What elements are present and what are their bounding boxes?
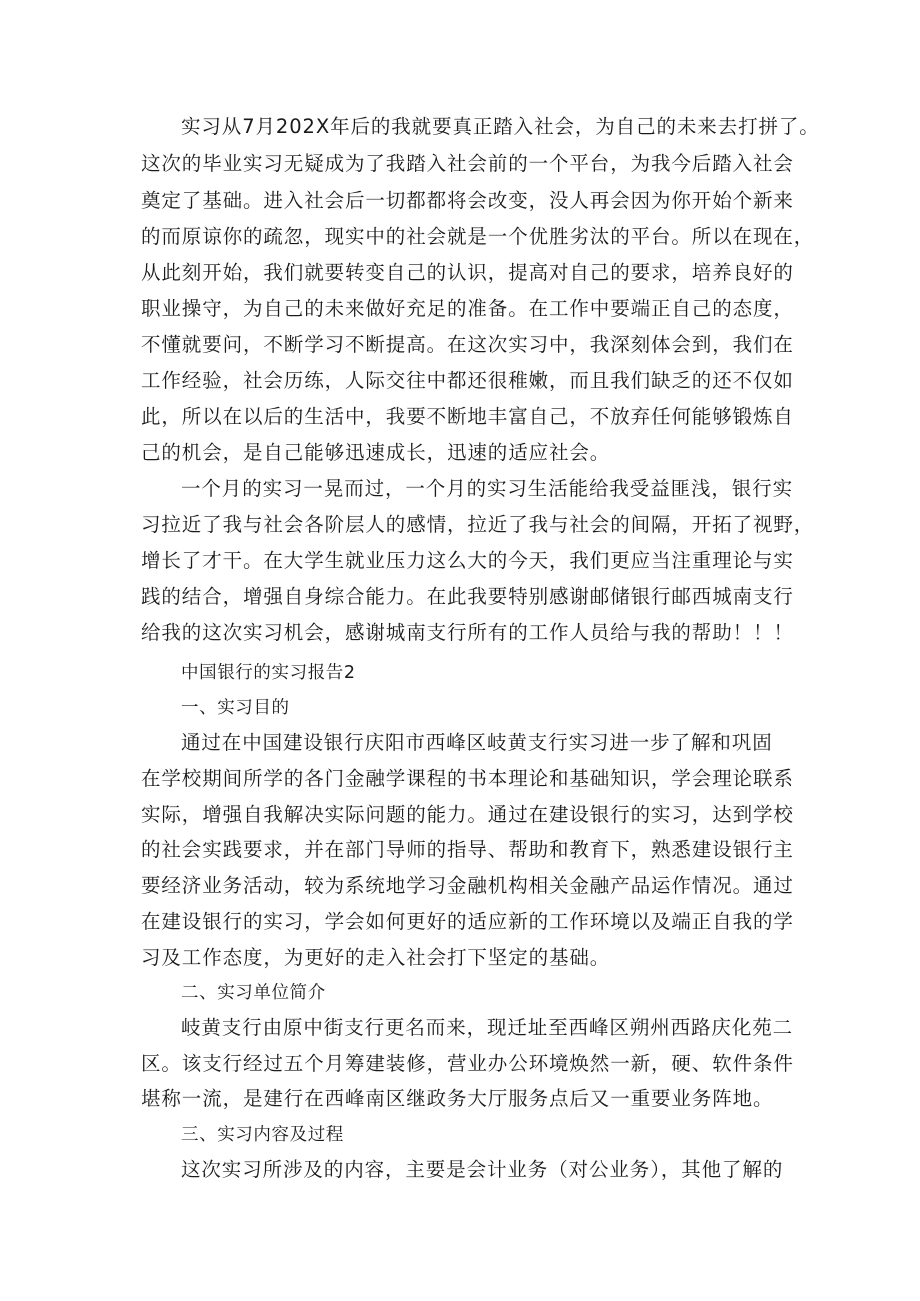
paragraph-line: 要经济业务活动，较为系统地学习金融机构相关金融产品运作情况。通过 [141,874,794,897]
paragraph-line: 工作经验，社会历练，人际交往中都还很稚嫩，而且我们缺乏的还不仅如 [141,369,794,392]
paragraph-line: 的社会实践要求，并在部门导师的指导、帮助和教育下，熟悉建设银行主 [141,838,794,861]
paragraph-line: 区。该支行经过五个月筹建装修，营业办公环境焕然一新，硬、软件条件 [141,1052,794,1075]
paragraph-line: 在建设银行的实习，学会如何更好的适应新的工作环境以及端正自我的学 [141,910,794,933]
paragraph-line: 在学校期间所学的各门金融学课程的书本理论和基础知识，学会理论联系 [141,767,794,790]
paragraph-line: 习及工作态度，为更好的走入社会打下坚定的基础。 [141,946,611,969]
paragraph-line: 从此刻开始，我们就要转变自己的认识，提高对自己的要求，培养良好的 [141,261,794,284]
paragraph-line: 堪称一流，是建行在西峰南区继政务大厅服务点后又一重要业务阵地。 [141,1087,774,1110]
paragraph-line: 不懂就要问，不断学习不断提高。在这次实习中，我深刻体会到，我们在 [141,333,794,356]
section-heading: 二、实习单位简介 [181,983,326,1003]
paragraph-line: 奠定了基础。进入社会后一切都都将会改变，没人再会因为你开始个新来 [141,189,794,212]
paragraph-line: 己的机会，是自己能够迅速成长，迅速的适应社会。 [141,441,611,464]
paragraph-line: 给我的这次实习机会，感谢城南支行所有的工作人员给与我的帮助！！！ [141,621,794,644]
paragraph-line: 通过在中国建设银行庆阳市西峰区岐黄支行实习进一步了解和巩固 [181,731,773,754]
report-title: 中国银行的实习报告2 [181,663,356,683]
section-heading: 三、实习内容及过程 [181,1125,344,1145]
paragraph-line: 一个月的实习一晃而过，一个月的实习生活能给我受益匪浅，银行实 [181,477,794,500]
section-heading: 一、实习目的 [181,698,290,718]
paragraph-line: 实习从7月202X年后的我就要真正踏入社会，为自己的未来去打拼了。 [181,115,820,138]
paragraph-line: 此，所以在以后的生活中，我要不断地丰富自己，不放弃任何能够锻炼自 [141,405,794,428]
paragraph-line: 职业操守，为自己的未来做好充足的准备。在工作中要端正自己的态度， [141,297,794,320]
paragraph-line: 的而原谅你的疏忽，现实中的社会就是一个优胜劣汰的平台。所以在现在， [141,225,815,248]
paragraph-line: 岐黄支行由原中街支行更名而来，现迁址至西峰区朔州西路庆化苑二 [181,1016,794,1039]
paragraph-line: 习拉近了我与社会各阶层人的感情，拉近了我与社会的间隔，开拓了视野， [141,513,815,536]
paragraph-line: 这次实习所涉及的内容，主要是会计业务（对公业务），其他了解的 [181,1158,784,1181]
paragraph-line: 这次的毕业实习无疑成为了我踏入社会前的一个平台，为我今后踏入社会 [141,152,794,175]
paragraph-line: 实际，增强自我解决实际问题的能力。通过在建设银行的实习，达到学校 [141,803,794,826]
paragraph-line: 增长了才干。在大学生就业压力这么大的今天，我们更应当注重理论与实 [141,549,794,572]
paragraph-line: 践的结合，增强自身综合能力。在此我要特别感谢邮储银行邮西城南支行 [141,585,794,608]
